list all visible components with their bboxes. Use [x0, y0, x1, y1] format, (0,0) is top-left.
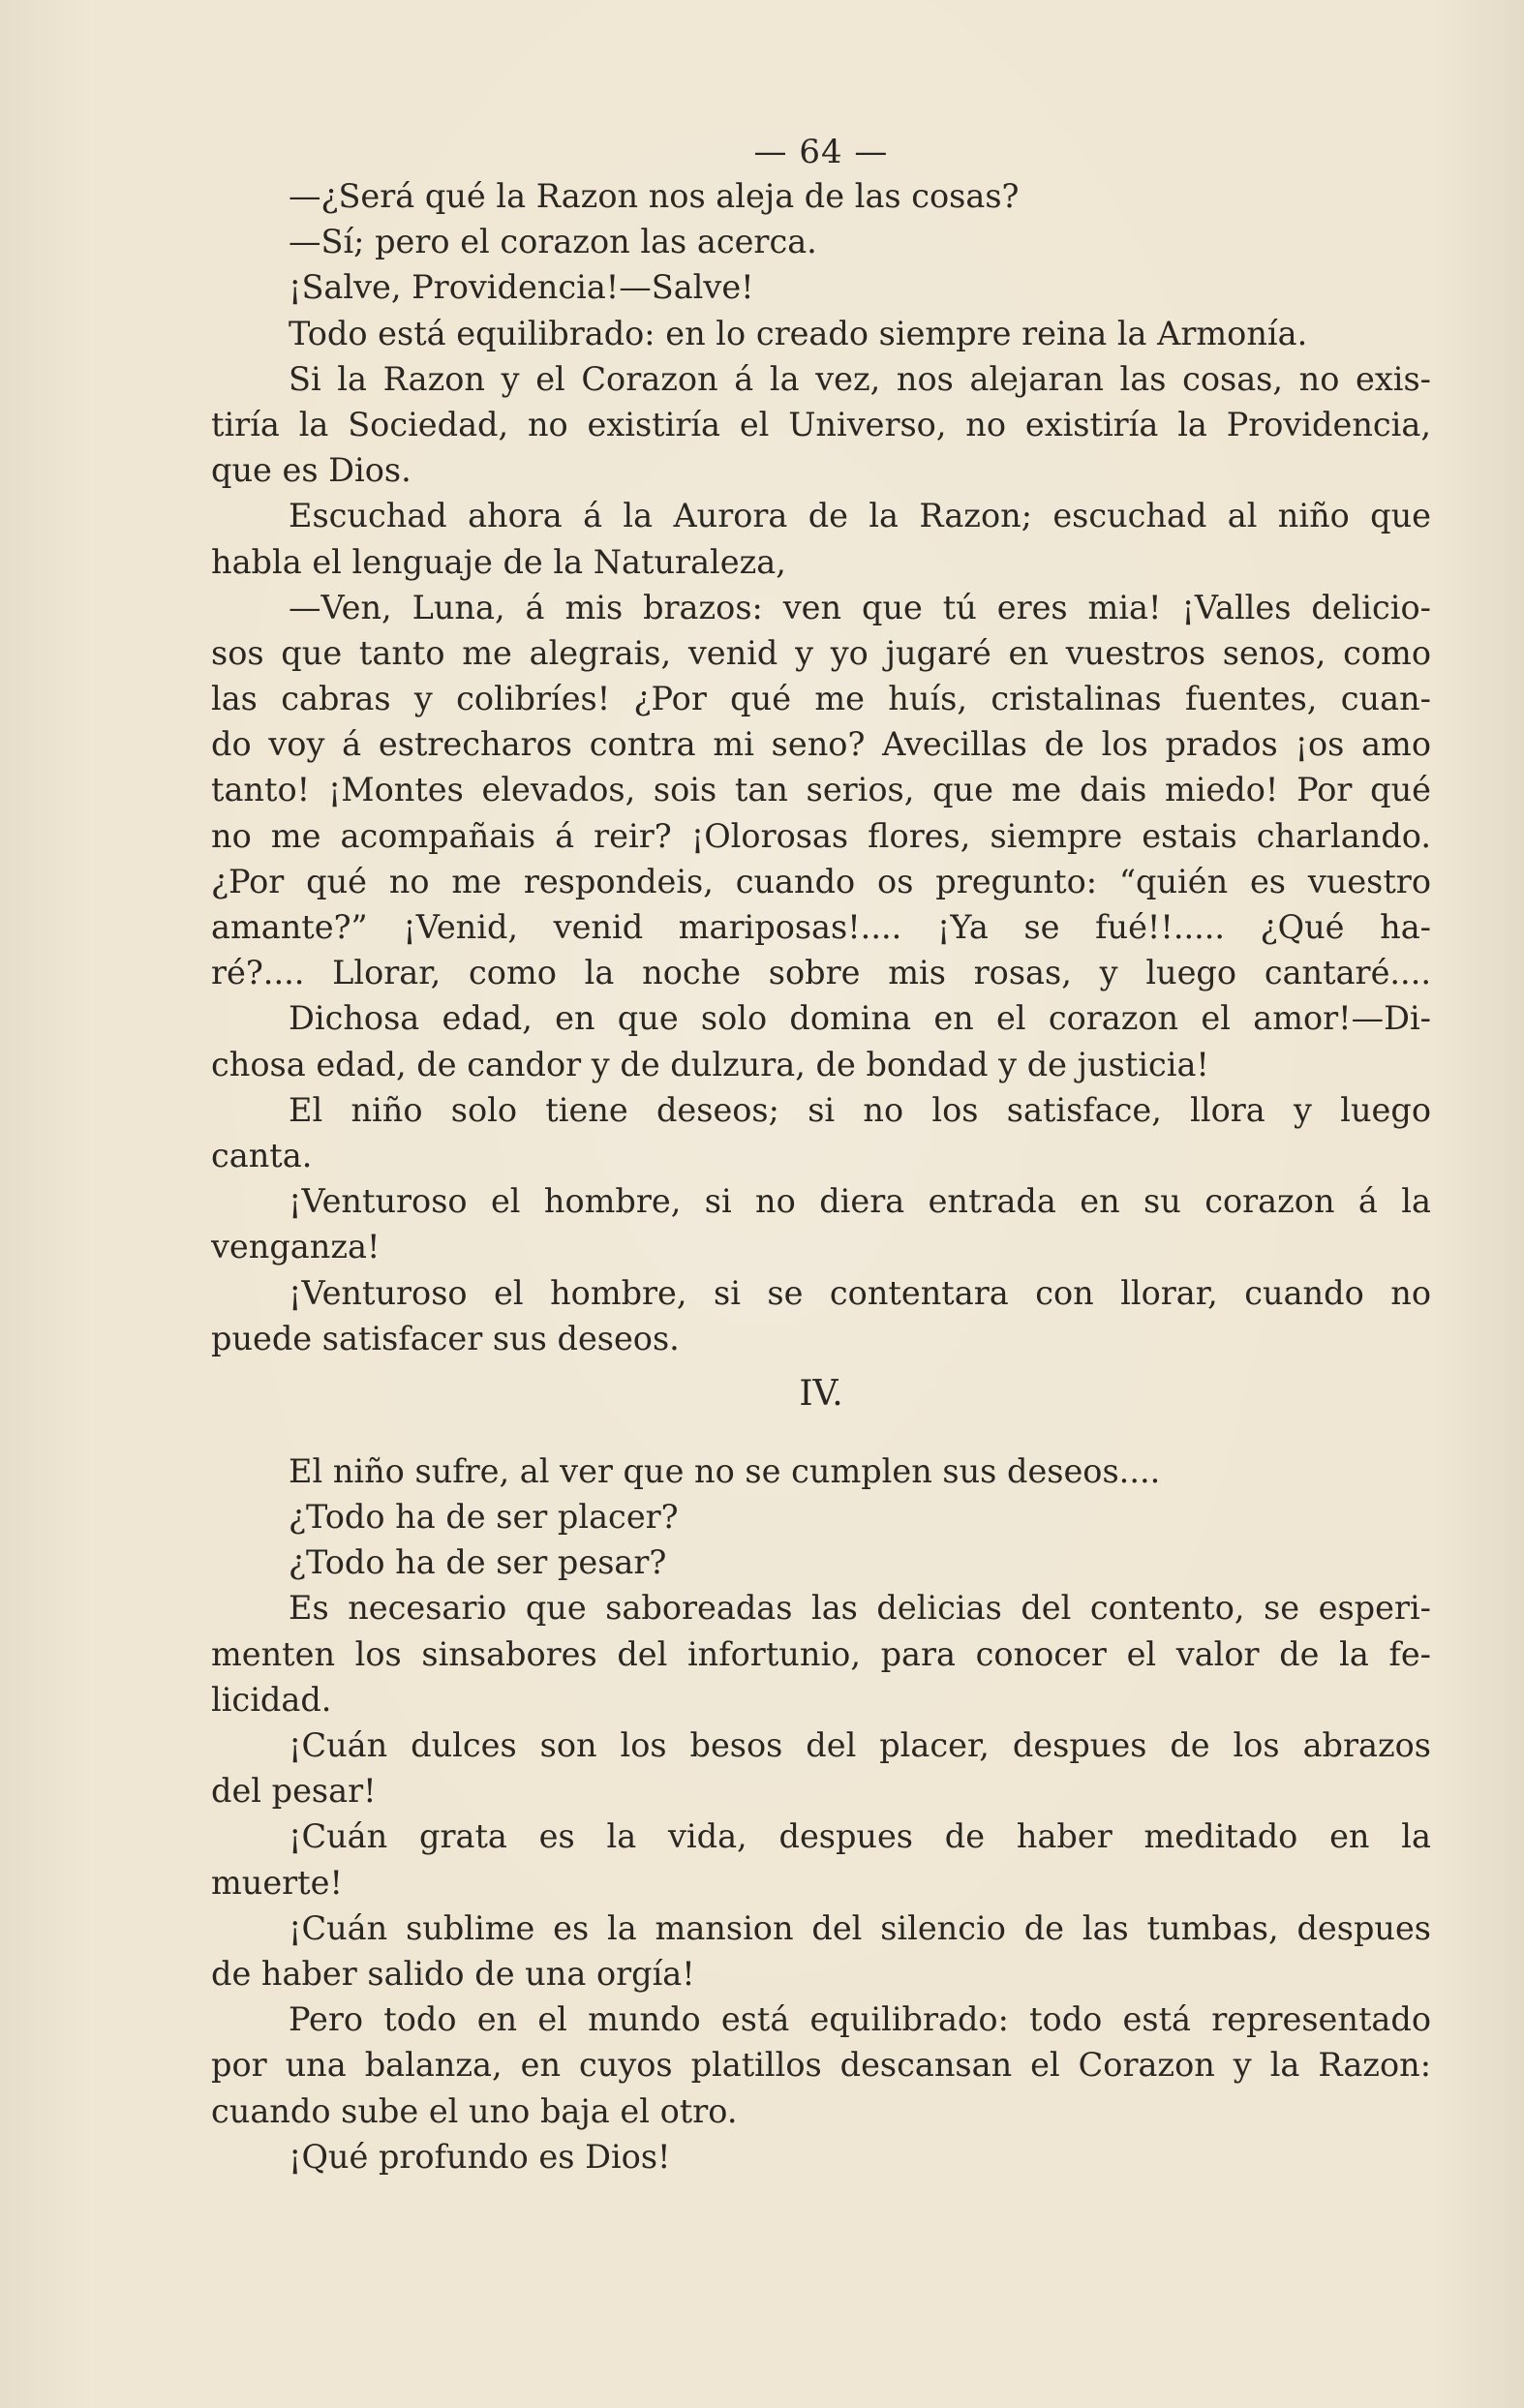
text-line: Escuchad ahora á la Aurora de la Razon; escuchad al niño que: [289, 497, 1431, 535]
text-line: ¿Por qué no me respondeis, cuando os pregunto: “quién es vuestro: [211, 862, 1431, 900]
text-line: Pero todo en el mundo está equilibrado: todo está representado: [289, 2000, 1431, 2039]
text-line: ¡Qué profundo es Dios!: [289, 2137, 671, 2176]
text-line: El niño solo tiene deseos; si no los satisface, llora y luego: [289, 1090, 1431, 1129]
text-line: las cabras y colibríes! ¿Por qué me huís, cristalinas fuentes, cuan-: [211, 680, 1431, 718]
section-iii-continuation: [211, 173, 1431, 1361]
text-line: del pesar!: [211, 1772, 377, 1811]
text-line: do voy á estrecharos contra mi seno? Avecillas de los prados ¡os amo: [211, 725, 1431, 764]
text-line: habla el lenguaje de la Naturaleza,: [211, 542, 786, 581]
text-line: Todo está equilibrado: en lo creado siempre reina la Armonía.: [289, 314, 1308, 352]
text-line: que es Dios.: [211, 451, 411, 490]
text-line: venganza!: [211, 1228, 381, 1266]
text-line: El niño sufre, al ver que no se cumplen sus deseos....: [289, 1451, 1161, 1490]
text-line: cuando sube el uno baja el otro.: [211, 2091, 738, 2130]
text-line: no me acompañais á reir? ¡Olorosas flores, siempre estais charlando.: [211, 816, 1431, 855]
text-line: tiría la Sociedad, no existiría el Universo, no existiría la Providencia,: [211, 405, 1431, 443]
text-line: —Ven, Luna, á mis brazos: ven que tú eres mia! ¡Valles delicio-: [289, 588, 1431, 626]
text-line: ¡Salve, Providencia!—Salve!: [289, 268, 754, 307]
text-line: de haber salido de una orgía!: [211, 1954, 695, 1993]
text-line: tanto! ¡Montes elevados, sois tan serios, que me dais miedo! Por qué: [211, 771, 1431, 809]
text-line: licidad.: [211, 1680, 332, 1719]
text-line: —¿Será qué la Razon nos aleja de las cosas?: [289, 177, 1020, 215]
text-line: ¡Venturoso el hombre, si no diera entrada en su corazon á la: [289, 1182, 1431, 1221]
text-line: menten los sinsabores del infortunio, para conocer el valor de la fe-: [211, 1634, 1431, 1673]
text-line: chosa edad, de candor y de dulzura, de bondad y de justicia!: [211, 1045, 1209, 1083]
text-line: canta.: [211, 1136, 313, 1174]
text-line: —Sí; pero el corazon las acerca.: [289, 223, 817, 261]
section-heading-iv: IV.: [799, 1373, 843, 1414]
text-line: ¡Cuán grata es la vida, despues de haber meditado en la: [289, 1817, 1431, 1856]
page-number: — 64 —: [753, 133, 889, 171]
text-line: ré?.... Llorar, como la noche sobre mis rosas, y luego cantaré....: [211, 954, 1431, 992]
text-line: Si la Razon y el Corazon á la vez, nos alejaran las cosas, no exis-: [289, 359, 1431, 398]
text-line: ¿Todo ha de ser placer?: [289, 1498, 679, 1537]
section-iv-body: [211, 1448, 1431, 2179]
text-line: amante?” ¡Venid, venid mariposas!.... ¡Ya se fué!!..... ¿Qué ha-: [211, 908, 1431, 946]
text-line: ¡Cuán sublime es la mansion del silencio de las tumbas, despues: [289, 1908, 1431, 1947]
text-line: ¿Todo ha de ser pesar?: [289, 1543, 667, 1582]
text-line: sos que tanto me alegrais, venid y yo jugaré en vuestros senos, como: [211, 633, 1431, 672]
text-line: Es necesario que saboreadas las delicias del contento, se esperi-: [289, 1589, 1431, 1628]
text-line: puede satisfacer sus deseos.: [211, 1319, 680, 1357]
page-text-block: [211, 131, 1431, 2179]
text-line: ¡Cuán dulces son los besos del placer, despues de los abrazos: [289, 1726, 1431, 1764]
text-line: por una balanza, en cuyos platillos descansan el Corazon y la Razon:: [211, 2046, 1431, 2085]
text-line: ¡Venturoso el hombre, si se contentara con llorar, cuando no: [289, 1273, 1431, 1312]
text-line: muerte!: [211, 1863, 343, 1902]
text-line: Dichosa edad, en que solo domina en el corazon el amor!—Di-: [289, 999, 1431, 1038]
